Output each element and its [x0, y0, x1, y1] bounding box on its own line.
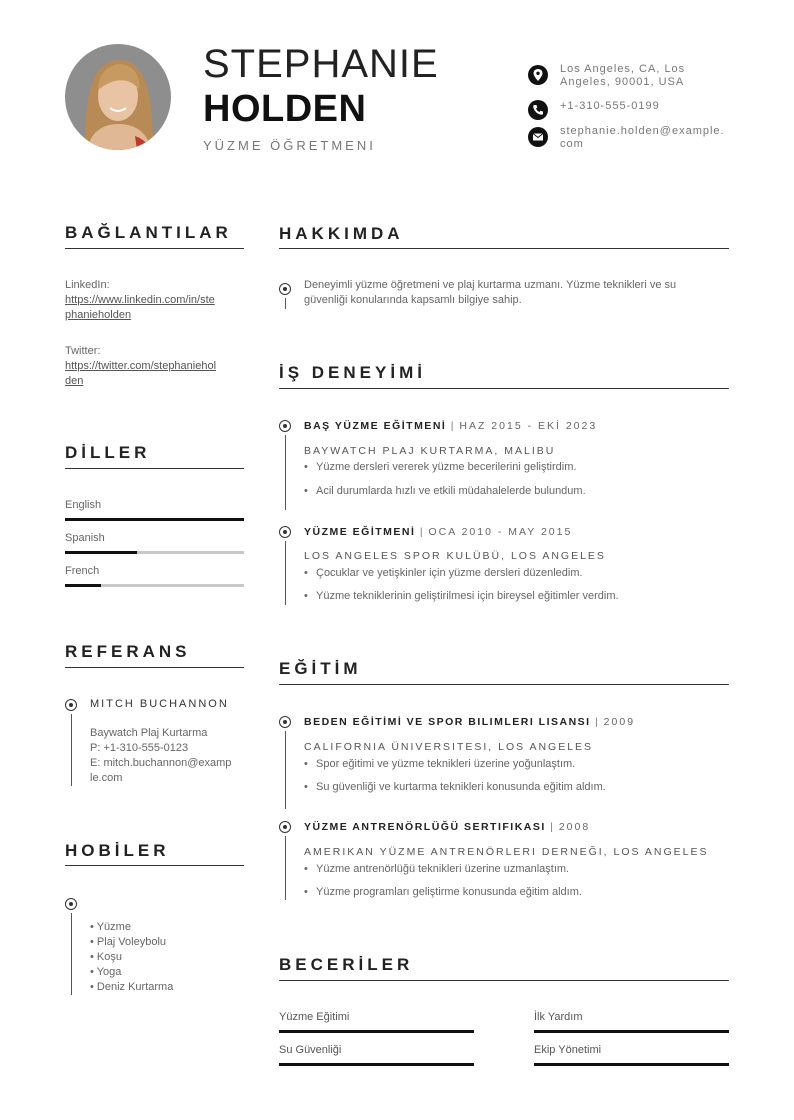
skill-label: Yüzme Eğitimi [279, 1011, 350, 1023]
references-divider [65, 667, 244, 668]
linkedin-link[interactable]: https://www.linkedin.com/in/ste phanieholden [65, 294, 215, 321]
skills-divider [279, 980, 729, 981]
phone-text: +1-310-555-0199 [560, 100, 660, 112]
experience-heading: İŞ DENEYİMİ [279, 363, 426, 382]
reference-name: MITCH BUCHANNON [90, 698, 229, 710]
hobby-item: • Yoga [90, 966, 122, 978]
twitter-block [65, 344, 250, 389]
about-marker-icon [279, 283, 291, 295]
links-divider [65, 248, 244, 249]
reference-phone: P: +1-310-555-0123 [90, 742, 189, 754]
experience-bullet: • Yüzme dersleri vererek yüzme becerilerini geliştirdim. [304, 461, 577, 473]
last-name: HOLDEN [203, 88, 367, 130]
reference-email: E: mitch.buchannon@examp le.com [90, 757, 232, 784]
skill-label: İlk Yardım [534, 1011, 583, 1023]
reference-marker-icon [65, 699, 77, 711]
reference-details [90, 726, 250, 786]
email-line1: stephanie.holden@example. [560, 125, 725, 137]
experience-title: YÜZME EĞİTMENİ | OCA 2010 - MAY 2015 [304, 526, 573, 538]
skill-label: Ekip Yönetimi [534, 1044, 602, 1056]
education-title: BEDEN EĞİTİMİ VE SPOR BILIMLERI LISANSI | 2009 [304, 716, 636, 728]
hobby-item: • Koşu [90, 951, 122, 963]
about-heading: HAKKIMDA [279, 224, 404, 243]
job-title: YÜZME ÖĞRETMENI [203, 138, 376, 153]
education-org: CALIFORNIA ÜNIVERSITESI, LOS ANGELES [304, 741, 594, 753]
language-label: Spanish [65, 532, 105, 544]
education-title: YÜZME ANTRENÖRLÜĞÜ SERTIFIKASI | 2008 [304, 821, 591, 833]
reference-company: Baywatch Plaj Kurtarma [90, 727, 208, 739]
education-bullet: • Spor eğitimi ve yüzme teknikleri üzerine yoğunlaştım. [304, 758, 576, 770]
hobbies-list [90, 920, 173, 995]
hobbies-heading: HOBİLER [65, 841, 170, 860]
mail-icon [528, 127, 548, 147]
languages-heading: DİLLER [65, 443, 151, 462]
email-line2: com [560, 138, 584, 150]
address-line2: Angeles, 90001, USA [560, 76, 685, 88]
experience-title: BAŞ YÜZME EĞİTMENİ | HAZ 2015 - EKİ 2023 [304, 420, 598, 432]
location-pin-icon [528, 65, 548, 85]
contact-phone [528, 98, 738, 120]
hobbies-timeline [71, 913, 72, 995]
hobby-item: • Plaj Voleybolu [90, 936, 167, 948]
experience-bullet: • Yüzme tekniklerinin geliştirilmesi için bireysel eğitimler verdim. [304, 590, 619, 602]
twitter-link[interactable]: https://twitter.com/stephaniehol den [65, 360, 217, 387]
about-text [304, 278, 734, 308]
hobby-item: • Deniz Kurtarma [90, 981, 174, 993]
skill-label: Su Güvenliği [279, 1044, 342, 1056]
hobby-item: • Yüzme [90, 921, 131, 933]
skill-bar [534, 1063, 729, 1066]
contact-email [528, 125, 738, 151]
experience-bullet: • Çocuklar ve yetişkinler için yüzme dersleri düzenledim. [304, 567, 583, 579]
first-name: STEPHANIE [203, 42, 439, 86]
education-bullet: • Yüzme antrenörlüğü teknikleri üzerine uzmanlaştım. [304, 863, 570, 875]
experience-timeline [285, 541, 286, 605]
skill-bar [534, 1030, 729, 1033]
education-org: AMERIKAN YÜZME ANTRENÖRLERI DERNEĞI, LOS ANGELES [304, 846, 709, 858]
experience-timeline [285, 435, 286, 510]
education-heading: EĞİTİM [279, 659, 362, 678]
experience-bullet: • Acil durumlarda hızlı ve etkili müdahalelerde bulundum. [304, 485, 586, 497]
language-bar [65, 518, 244, 521]
experience-divider [279, 388, 729, 389]
experience-marker-icon [279, 526, 291, 538]
about-line: Deneyimli yüzme öğretmeni ve plaj kurtarma uzmanı. Yüzme teknikleri ve su [304, 279, 677, 291]
education-marker-icon [279, 716, 291, 728]
language-bar-fill [65, 518, 244, 521]
experience-org: LOS ANGELES SPOR KULÜBÜ, LOS ANGELES [304, 550, 606, 562]
contact-address [528, 63, 738, 89]
education-divider [279, 684, 729, 685]
languages-divider [65, 468, 244, 469]
about-timeline [285, 298, 286, 309]
experience-marker-icon [279, 420, 291, 432]
linkedin-block [65, 278, 250, 323]
about-divider [279, 248, 729, 249]
language-bar-fill [65, 551, 137, 554]
about-line: güvenliği konularında kapsamlı bilgiye sahip. [304, 294, 522, 306]
education-bullet: • Yüzme programları geliştirme konusunda eğitim aldım. [304, 886, 582, 898]
language-label: French [65, 565, 100, 577]
education-marker-icon [279, 821, 291, 833]
address-line1: Los Angeles, CA, Los [560, 63, 686, 75]
skills-heading: BECERİLER [279, 955, 414, 974]
language-bar-fill [65, 584, 101, 587]
twitter-label: Twitter: [65, 345, 101, 357]
profile-photo [65, 44, 171, 150]
language-bar [65, 584, 244, 587]
skill-bar [279, 1063, 474, 1066]
education-timeline [285, 731, 286, 809]
links-heading: BAĞLANTILAR [65, 223, 232, 242]
references-heading: REFERANS [65, 642, 191, 661]
reference-timeline [71, 714, 72, 786]
experience-org: BAYWATCH PLAJ KURTARMA, MALIBU [304, 445, 556, 457]
phone-icon [528, 100, 548, 120]
education-timeline [285, 836, 286, 900]
language-bar [65, 551, 244, 554]
skill-bar [279, 1030, 474, 1033]
hobbies-marker-icon [65, 898, 77, 910]
linkedin-label: LinkedIn: [65, 279, 110, 291]
hobbies-divider [65, 865, 244, 866]
education-bullet: • Su güvenliği ve kurtarma teknikleri konusunda eğitim aldım. [304, 781, 606, 793]
language-label: English [65, 499, 102, 511]
